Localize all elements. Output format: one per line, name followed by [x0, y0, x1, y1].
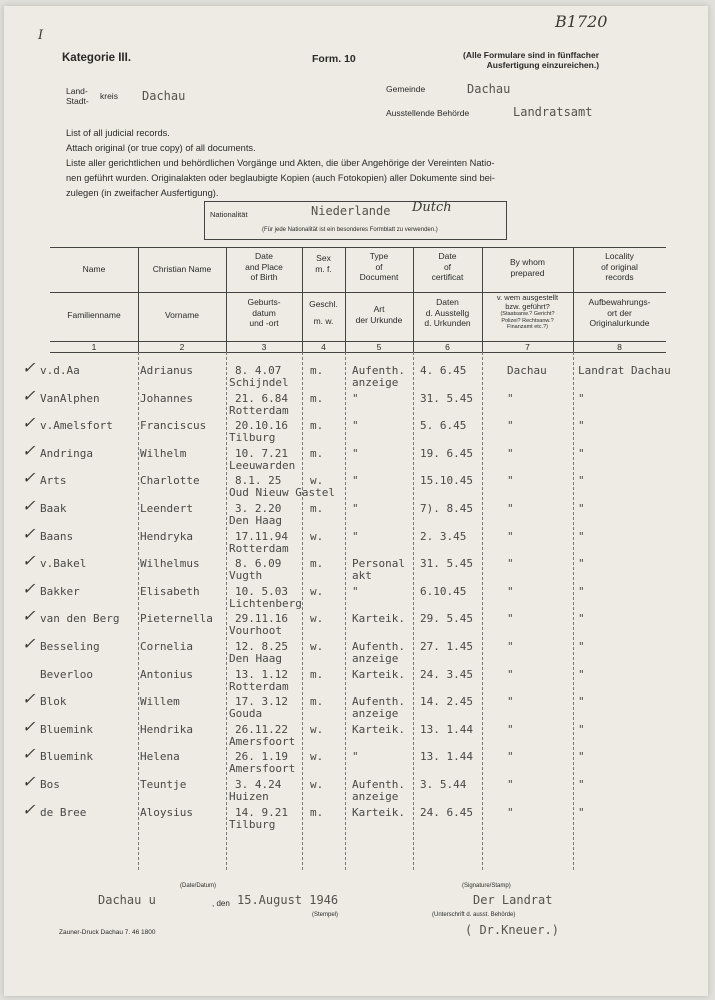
row-christian-name: Franciscus — [140, 419, 207, 433]
row-document-type: Aufenth. — [352, 695, 405, 709]
instructions: List of all judicial records. Attach original (or true copy) of all documents. Liste aller gerichtlichen und behördlichen Vorgänge und Akten, die über Angehörige der Vereinten Natio- nen geführt wurden. Originalakten oder beglaubigte Kopien (auch Fotokopien) aller Dokumente sind bei- zulegen (in zweifacher Ausfertigung). — [66, 128, 495, 198]
printer-imprint: Zauner-Druck Dachau 7. 46 1800 — [59, 929, 156, 936]
row-document-type: " — [352, 474, 359, 488]
col-by-num: 7 — [525, 342, 530, 352]
checkmark-icon: ✓ — [22, 468, 36, 488]
row-document-type: Personal — [352, 557, 405, 571]
row-birth-place: Rotterdam — [229, 541, 289, 555]
row-certificate-date: 7). 8.45 — [420, 502, 473, 515]
col-dash-3 — [302, 352, 303, 870]
row-family-name: Andringa — [40, 446, 93, 460]
row-family-name: v.Bakel — [40, 557, 87, 571]
row-original-locality: " — [578, 474, 585, 488]
row-christian-name: Helena — [140, 750, 180, 764]
row-family-name: Beverloo — [40, 667, 93, 681]
row-original-locality: " — [578, 695, 585, 709]
row-certificate-date: 31. 5.45 — [420, 391, 473, 405]
row-family-name: Baak — [40, 502, 67, 515]
row-christian-name: Hendrika — [140, 722, 193, 736]
row-birth-place: Amersfoort — [229, 762, 296, 776]
row-christian-name: Leendert — [140, 502, 193, 515]
row-family-name: Baans — [40, 529, 74, 543]
row-original-locality: " — [578, 722, 585, 736]
row-original-locality: " — [578, 446, 585, 460]
row-christian-name: Teuntje — [140, 778, 187, 791]
row-certificate-date: 29. 5.45 — [420, 612, 473, 626]
row-christian-name: Pieternella — [140, 612, 213, 626]
row-original-locality: " — [578, 612, 585, 626]
col-cert-num: 6 — [445, 342, 450, 352]
checkmark-icon: ✓ — [22, 440, 36, 460]
row-christian-name: Wilhelmus — [140, 557, 200, 571]
row-birth-date: 12. 8.25 — [235, 640, 288, 653]
col-dash-6 — [482, 352, 483, 870]
col-sex-num: 4 — [321, 342, 326, 352]
row-document-type: Karteik. — [352, 722, 405, 736]
row-birth-place: Schijndel — [229, 376, 289, 389]
row-certificate-date: 3. 5.44 — [420, 778, 467, 791]
row-certificate-date: 13. 1.44 — [420, 750, 473, 764]
row-birth-date: 13. 1.12 — [235, 667, 288, 681]
gemeinde-label: Gemeinde — [386, 84, 426, 94]
row-family-name: v.d.Aa — [40, 364, 80, 377]
row-birth-place: Amersfoort — [229, 734, 296, 748]
checkmark-icon: ✓ — [22, 385, 36, 405]
col-dash-5 — [413, 352, 414, 870]
kreis-label: kreis — [100, 91, 118, 101]
col-birth-num: 3 — [261, 342, 267, 352]
row-birth-date: 8. 6.09 — [235, 557, 282, 571]
col-name-en: Name — [82, 264, 106, 274]
row-family-name: v.Amelsfort — [40, 419, 113, 433]
row-christian-name: Wilhelm — [140, 446, 187, 460]
checkmark-icon: ✓ — [22, 799, 36, 819]
col-christian-de: Vorname — [164, 310, 200, 320]
row-sex: w. — [310, 474, 324, 488]
col-birth-en: Date and Place of Birth — [245, 251, 283, 283]
row-family-name: Bluemink — [40, 750, 93, 764]
row-certificate-date: 2. 3.45 — [420, 529, 467, 543]
row-document-type: " — [352, 419, 359, 433]
row-sex: w. — [310, 612, 324, 626]
row-family-name: Blok — [40, 695, 67, 709]
signature-caption: (Signature/Stamp) — [462, 883, 511, 889]
row-document-type-line2: anzeige — [352, 652, 399, 665]
row-document-type: " — [352, 391, 359, 405]
col-loc-num: 8 — [617, 342, 622, 352]
row-original-locality: " — [578, 419, 585, 433]
col-dash-1 — [138, 352, 139, 870]
row-family-name: Bluemink — [40, 722, 93, 736]
row-prepared-by: Dachau — [507, 364, 547, 377]
row-original-locality: " — [578, 584, 585, 598]
row-certificate-date: 31. 5.45 — [420, 557, 473, 571]
row-original-locality: " — [578, 750, 585, 764]
behoerde-value: Landratsamt — [513, 105, 593, 119]
row-document-type: " — [352, 502, 359, 515]
row-birth-place: Den Haag — [229, 514, 282, 527]
row-christian-name: Willem — [140, 695, 180, 709]
row-birth-date: 8. 4.07 — [235, 364, 282, 377]
row-document-type: " — [352, 750, 359, 764]
row-sex: w. — [310, 529, 324, 543]
checkmark-icon: ✓ — [22, 523, 36, 543]
row-document-type: Aufenth. — [352, 640, 405, 653]
row-certificate-date: 27. 1.45 — [420, 640, 473, 653]
row-prepared-by: " — [507, 612, 514, 626]
checkmark-icon: ✓ — [22, 606, 36, 626]
row-document-type: " — [352, 529, 359, 543]
row-birth-date: 10. 5.03 — [235, 584, 288, 598]
row-prepared-by: " — [507, 502, 514, 515]
row-prepared-by: " — [507, 805, 514, 819]
row-family-name: Bakker — [40, 584, 80, 598]
row-sex: m. — [310, 805, 324, 819]
row-sex: m. — [310, 391, 324, 405]
footer-den: , den — [212, 899, 230, 908]
col-christian-num: 2 — [179, 342, 185, 352]
row-document-type: Karteik. — [352, 612, 405, 626]
row-certificate-date: 15.10.45 — [420, 474, 473, 488]
col-name-num: 1 — [91, 342, 97, 352]
row-christian-name: Cornelia — [140, 640, 193, 653]
row-prepared-by: " — [507, 667, 514, 681]
row-sex: m. — [310, 695, 324, 709]
row-original-locality: " — [578, 640, 585, 653]
row-original-locality: " — [578, 667, 585, 681]
footer-date: 15.August 1946 — [237, 893, 339, 907]
row-birth-place: Oud Nieuw Gastel — [229, 486, 335, 500]
checkmark-icon: ✓ — [22, 496, 36, 515]
col-dash-4 — [345, 352, 346, 870]
row-prepared-by: " — [507, 419, 514, 433]
row-birth-date: 21. 6.84 — [235, 391, 288, 405]
row-prepared-by: " — [507, 529, 514, 543]
col-christian-en: Christian Name — [152, 264, 212, 274]
col-by-de: v. wem ausgestellt bzw. geführt? (Staatsanw.? Gericht? Polizei? Rechtsanw.? Finanzamt etc.?) — [496, 293, 559, 330]
row-original-locality: " — [578, 805, 585, 819]
signer-name: ( Dr.Kneuer.) — [465, 923, 559, 937]
col-loc-en: Locality of original records — [601, 251, 638, 283]
col-by-en: By whom prepared — [510, 257, 545, 278]
col-type-en: Type of Document — [359, 251, 399, 283]
checkmark-icon: ✓ — [22, 772, 36, 791]
checkmark-icon: ✓ — [22, 744, 36, 764]
nationality-handwritten: Dutch — [412, 200, 452, 215]
row-family-name: Arts — [40, 474, 67, 488]
row-birth-place: Vourhoot — [229, 624, 282, 638]
row-sex: m. — [310, 446, 324, 460]
row-sex: m. — [310, 419, 324, 433]
row-document-type: Karteik. — [352, 805, 405, 819]
col-birth-de: Geburts- datum und -ort — [247, 297, 281, 329]
row-certificate-date: 19. 6.45 — [420, 446, 473, 460]
row-prepared-by: " — [507, 584, 514, 598]
row-family-name: VanAlphen — [40, 391, 100, 405]
row-birth-place: Leeuwarden — [229, 458, 296, 472]
row-certificate-date: 14. 2.45 — [420, 695, 473, 709]
row-prepared-by: " — [507, 778, 514, 791]
row-document-type: " — [352, 446, 359, 460]
row-birth-place: Rotterdam — [229, 679, 289, 693]
row-birth-date: 29.11.16 — [235, 612, 288, 626]
row-sex: w. — [310, 750, 324, 764]
row-original-locality: " — [578, 529, 585, 543]
row-birth-date: 3. 2.20 — [235, 502, 282, 515]
row-certificate-date: 24. 6.45 — [420, 805, 473, 819]
row-sex: m. — [310, 364, 324, 377]
row-christian-name: Antonius — [140, 667, 193, 681]
col-dash-7 — [573, 352, 574, 870]
row-christian-name: Johannes — [140, 391, 193, 405]
row-birth-date: 3. 4.24 — [235, 778, 282, 791]
row-prepared-by: " — [507, 557, 514, 571]
signer-title: Der Landrat — [473, 893, 553, 907]
behoerde-label: Ausstellende Behörde — [386, 108, 470, 118]
row-christian-name: Charlotte — [140, 474, 200, 488]
row-prepared-by: " — [507, 640, 514, 653]
row-prepared-by: " — [507, 695, 514, 709]
row-document-type: " — [352, 584, 359, 598]
row-prepared-by: " — [507, 750, 514, 764]
row-document-type: Karteik. — [352, 667, 405, 681]
row-certificate-date: 4. 6.45 — [420, 364, 467, 377]
col-loc-de: Aufbewahrungs- ort der Originalurkunde — [588, 297, 651, 329]
row-birth-place: Tilburg — [229, 817, 276, 831]
row-christian-name: Elisabeth — [140, 584, 200, 598]
category-title: Kategorie III. — [62, 52, 132, 64]
corner-mark: I — [38, 28, 44, 43]
row-prepared-by: " — [507, 722, 514, 736]
checkmark-icon: ✓ — [22, 413, 36, 433]
row-certificate-date: 5. 6.45 — [420, 419, 467, 433]
row-certificate-date: 13. 1.44 — [420, 722, 473, 736]
col-dash-2 — [226, 352, 227, 870]
checkmark-icon: ✓ — [22, 716, 36, 736]
row-document-type: Aufenth. — [352, 364, 405, 377]
row-birth-date: 17. 3.12 — [235, 695, 288, 709]
row-document-type-line2: akt — [352, 569, 372, 583]
row-original-locality: " — [578, 391, 585, 405]
row-birth-date: 8.1. 25 — [235, 474, 282, 488]
row-birth-place: Vugth — [229, 569, 263, 583]
row-birth-place: Den Haag — [229, 652, 282, 665]
row-birth-date: 26.11.22 — [235, 722, 288, 736]
row-original-locality: " — [578, 502, 585, 515]
row-birth-place: Lichtenberg — [229, 596, 302, 610]
row-original-locality: " — [578, 557, 585, 571]
checkmark-icon: ✓ — [22, 551, 36, 571]
row-certificate-date: 6.10.45 — [420, 584, 467, 598]
row-document-type-line2: anzeige — [352, 790, 399, 803]
row-birth-date: 17.11.94 — [235, 529, 288, 543]
row-family-name: Besseling — [40, 640, 100, 653]
row-sex: m. — [310, 502, 324, 515]
row-document-type-line2: anzeige — [352, 707, 399, 721]
row-document-type-line2: anzeige — [352, 376, 399, 389]
row-prepared-by: " — [507, 391, 514, 405]
kreis-value: Dachau — [142, 89, 186, 103]
form-number: Form. 10 — [312, 53, 356, 65]
col-type-de: Art der Urkunde — [355, 304, 403, 325]
row-family-name: van den Berg — [40, 612, 120, 626]
reference-number: B1720 — [555, 12, 608, 31]
gemeinde-value: Dachau — [467, 82, 511, 96]
row-sex: w. — [310, 584, 324, 598]
nationality-label: Nationalität — [210, 210, 248, 219]
row-sex: w. — [310, 778, 324, 791]
checkmark-icon: ✓ — [22, 578, 36, 598]
row-sex: w. — [310, 640, 324, 653]
row-family-name: Bos — [40, 778, 60, 791]
copies-note: (Alle Formulare sind in fünffacher Ausfertigung einzureichen.) — [463, 50, 600, 70]
row-original-locality: Landrat Dachau — [578, 364, 671, 377]
col-divider-1 — [138, 247, 139, 352]
stadt-label: Stadt- — [66, 96, 89, 106]
row-birth-place: Rotterdam — [229, 403, 289, 417]
row-birth-date: 26. 1.19 — [235, 750, 288, 764]
col-type-num: 5 — [376, 342, 382, 352]
col-sex-en: Sex m. f. — [315, 253, 332, 274]
row-document-type: Aufenth. — [352, 778, 405, 791]
row-prepared-by: " — [507, 474, 514, 488]
nationality-note: (Für jede Nationalität ist ein besonderes Formblatt zu verwenden.) — [262, 227, 438, 233]
row-certificate-date: 24. 3.45 — [420, 667, 473, 681]
row-birth-place: Huizen — [229, 790, 269, 803]
row-sex: w. — [310, 722, 324, 736]
col-cert-en: Date of certificat — [431, 251, 464, 283]
checkmark-icon: ✓ — [22, 689, 36, 709]
row-birth-date: 20.10.16 — [235, 419, 288, 433]
row-birth-date: 14. 9.21 — [235, 805, 288, 819]
row-christian-name: Adrianus — [140, 364, 193, 377]
row-sex: m. — [310, 557, 324, 571]
row-family-name: de Bree — [40, 805, 87, 819]
date-caption: (Date/Datum) — [180, 883, 217, 889]
signer-caption: (Unterschrift d. ausst. Behörde) — [432, 912, 516, 918]
row-sex: m. — [310, 667, 324, 681]
row-prepared-by: " — [507, 446, 514, 460]
row-birth-place: Tilburg — [229, 431, 276, 445]
col-name-de: Familienname — [67, 310, 121, 320]
land-label: Land- — [66, 86, 88, 96]
stempel-caption: (Stempel) — [312, 912, 339, 918]
col-sex-de: Geschl. m. w. — [309, 299, 338, 326]
col-cert-de: Daten d. Ausstellg d. Urkunden — [424, 297, 471, 329]
row-birth-place: Gouda — [229, 707, 263, 721]
row-original-locality: " — [578, 778, 585, 791]
checkmark-icon: ✓ — [22, 634, 36, 653]
row-christian-name: Aloysius — [140, 805, 193, 819]
row-christian-name: Hendryka — [140, 529, 193, 543]
nationality-value: Niederlande — [311, 204, 391, 218]
checkmark-icon: ✓ — [22, 358, 36, 377]
row-birth-date: 10. 7.21 — [235, 446, 288, 460]
footer-place: Dachau u — [98, 893, 156, 907]
